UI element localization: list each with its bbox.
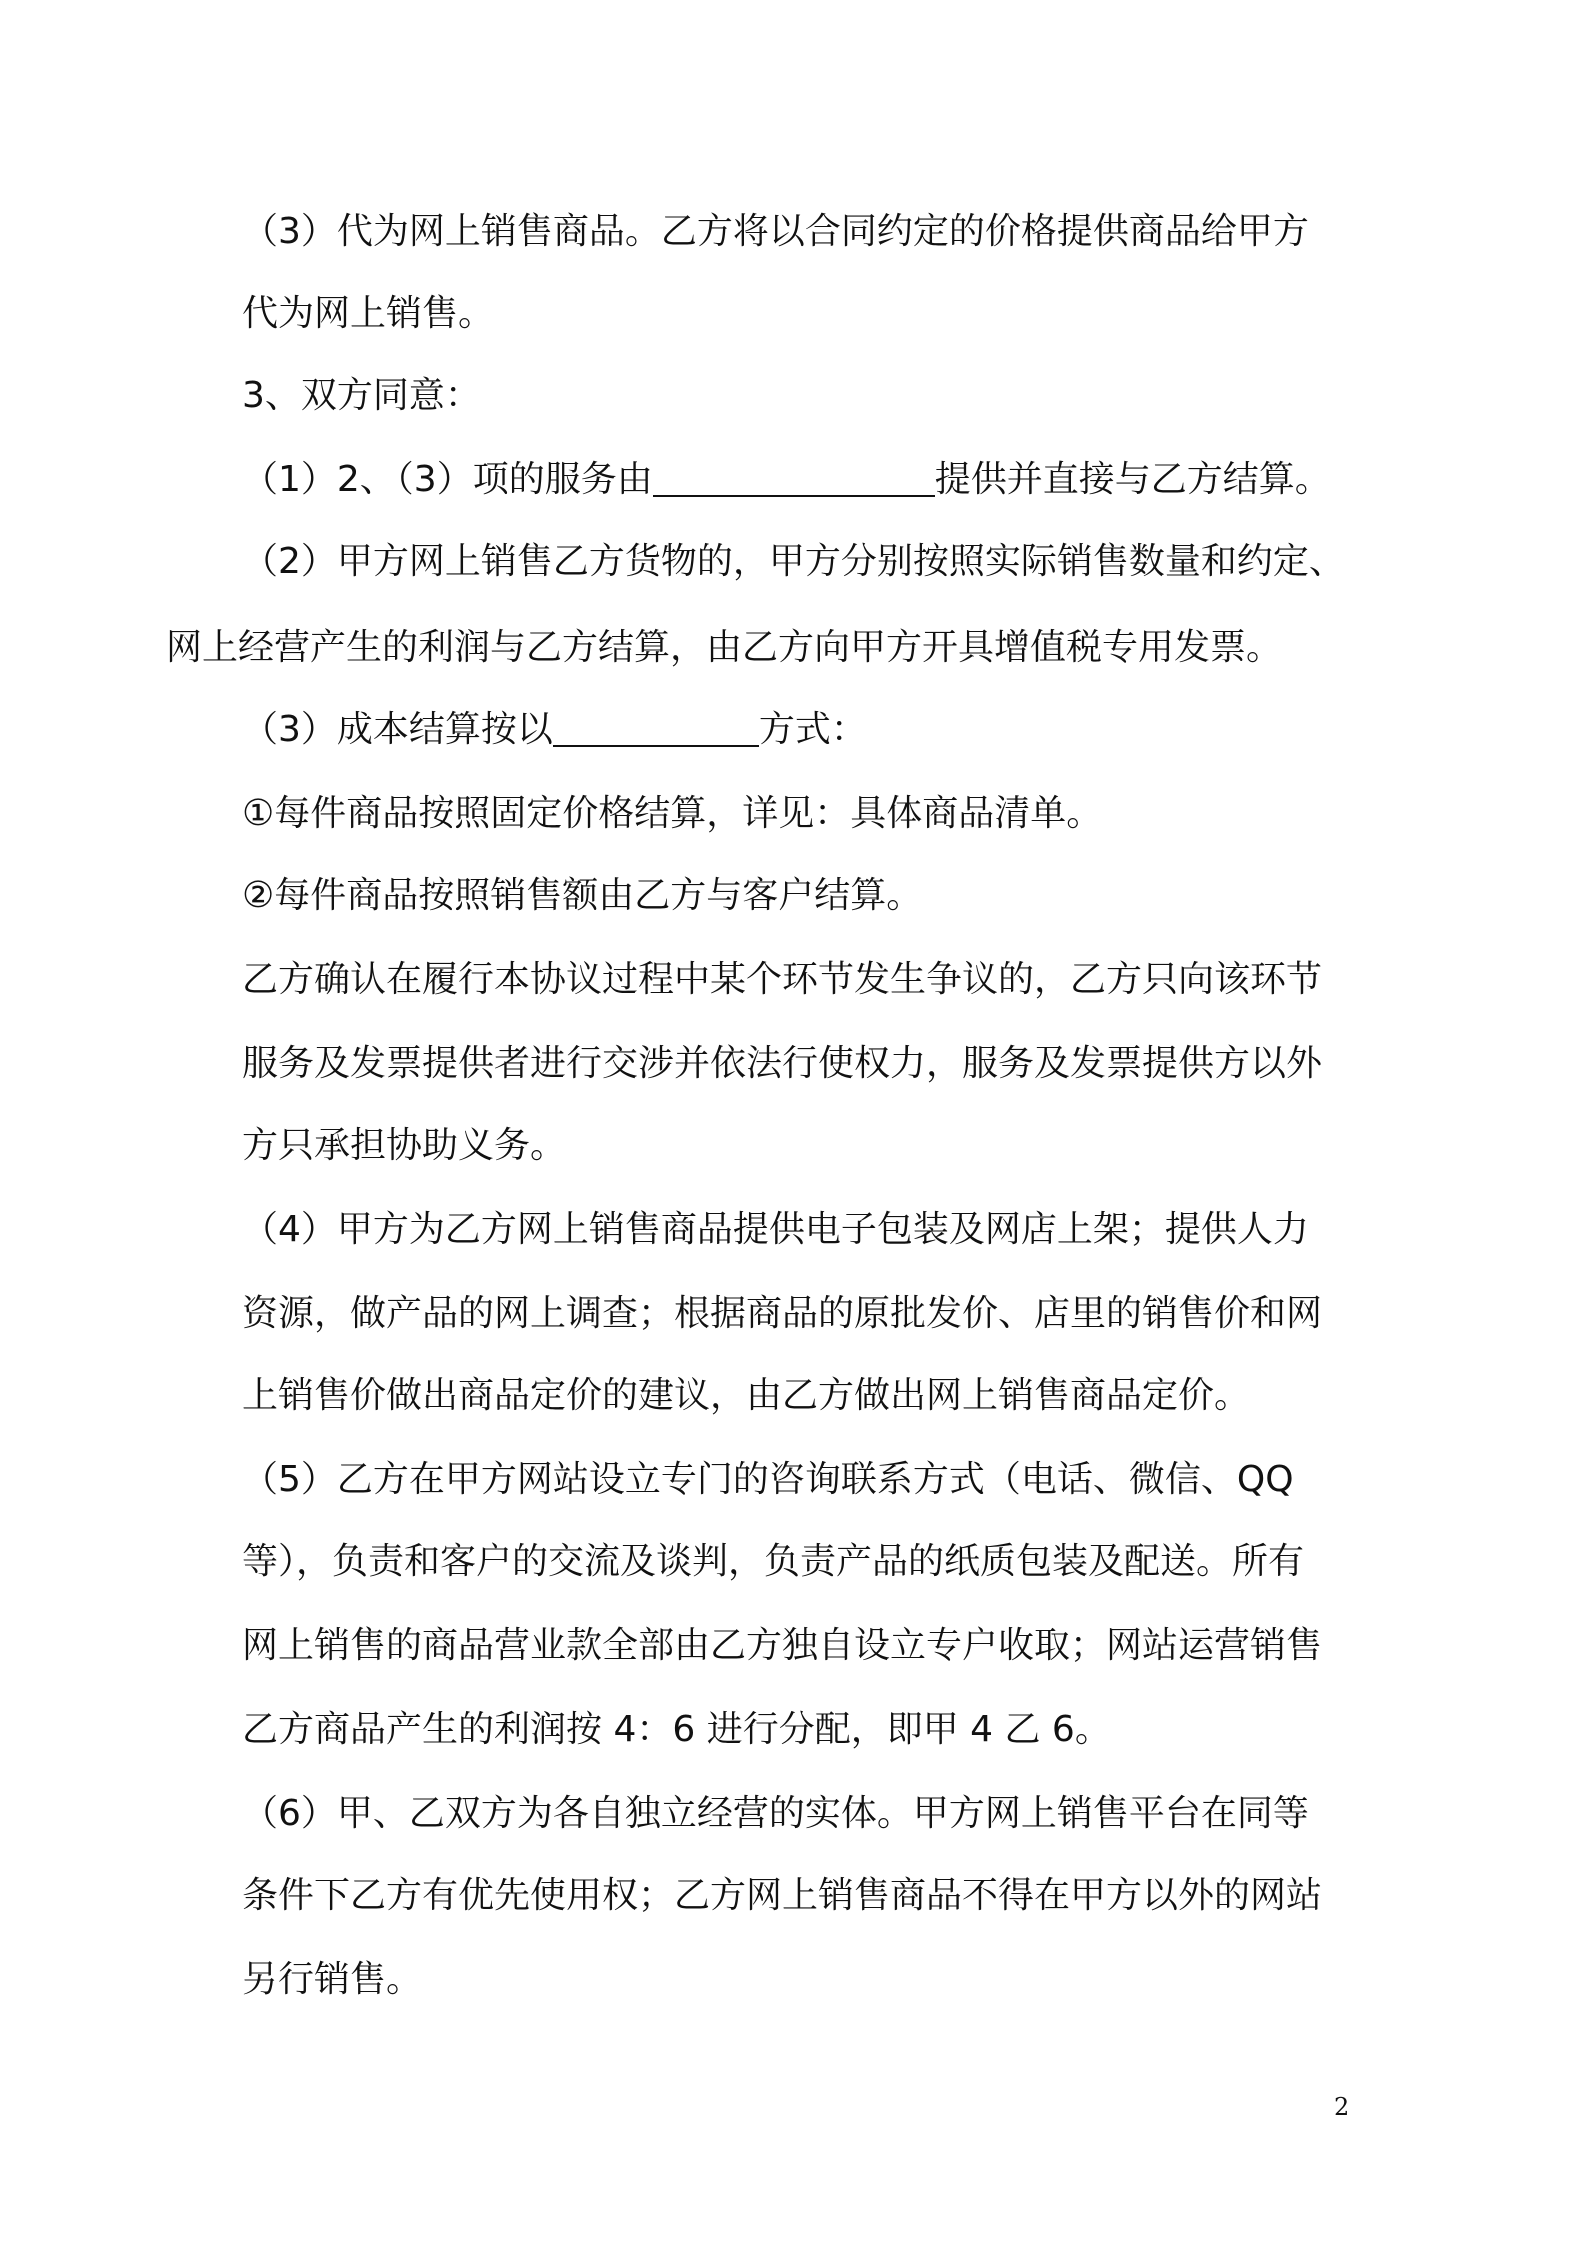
paragraph-line: 代为网上销售。 [242, 293, 495, 334]
paragraph-line: 方只承担协助义务。 [242, 1125, 567, 1166]
paragraph-line: 上销售价做出商品定价的建议，由乙方做出网上销售商品定价。 [242, 1375, 1251, 1416]
text-before-blank: （1）2、（3）项的服务由 [242, 459, 653, 500]
text-after-blank: 提供并直接与乙方结算。 [934, 459, 1331, 500]
paragraph-line: （5）乙方在甲方网站设立专门的咨询联系方式（电话、微信、QQ [242, 1459, 1294, 1500]
section-heading: 3、双方同意： [242, 375, 481, 416]
fill-in-blank [653, 459, 935, 497]
paragraph-line: 服务及发票提供者进行交涉并依法行使权力，服务及发票提供方以外 [242, 1043, 1323, 1084]
paragraph-line: 资源，做产品的网上调查；根据商品的原批发价、店里的销售价和网 [242, 1293, 1323, 1334]
paragraph-line: 网上销售的商品营业款全部由乙方独自设立专户收取；网站运营销售 [242, 1625, 1323, 1666]
paragraph-line: 另行销售。 [242, 1959, 423, 2000]
list-item: ①每件商品按照固定价格结算，详见：具体商品清单。 [242, 793, 1103, 834]
text-after-blank: 方式： [758, 709, 867, 750]
paragraph-line-with-blank [242, 706, 867, 754]
paragraph-line: （6）甲、乙双方为各自独立经营的实体。甲方网上销售平台在同等 [242, 1793, 1309, 1834]
list-item: ②每件商品按照销售额由乙方与客户结算。 [242, 875, 923, 916]
paragraph-line-with-blank [242, 456, 1331, 504]
paragraph-line: （2）甲方网上销售乙方货物的，甲方分别按照实际销售数量和约定、 [242, 541, 1345, 582]
paragraph-line: 乙方确认在履行本协议过程中某个环节发生争议的，乙方只向该环节 [242, 959, 1323, 1000]
paragraph-line: （4）甲方为乙方网上销售商品提供电子包装及网店上架；提供人力 [242, 1209, 1309, 1250]
text-before-blank: （3）成本结算按以 [242, 709, 553, 750]
paragraph-line: 网上经营产生的利润与乙方结算，由乙方向甲方开具增值税专用发票。 [166, 627, 1283, 668]
paragraph-line: 乙方商品产生的利润按 4：6 进行分配，即甲 4 乙 6。 [242, 1709, 1111, 1750]
page-number: 2 [1334, 2093, 1350, 2121]
paragraph-line: 等），负责和客户的交流及谈判，负责产品的纸质包装及配送。所有 [242, 1541, 1305, 1582]
fill-in-blank [553, 709, 759, 747]
paragraph-line: 条件下乙方有优先使用权；乙方网上销售商品不得在甲方以外的网站 [242, 1875, 1323, 1916]
paragraph-line: （3）代为网上销售商品。乙方将以合同约定的价格提供商品给甲方 [242, 211, 1309, 252]
